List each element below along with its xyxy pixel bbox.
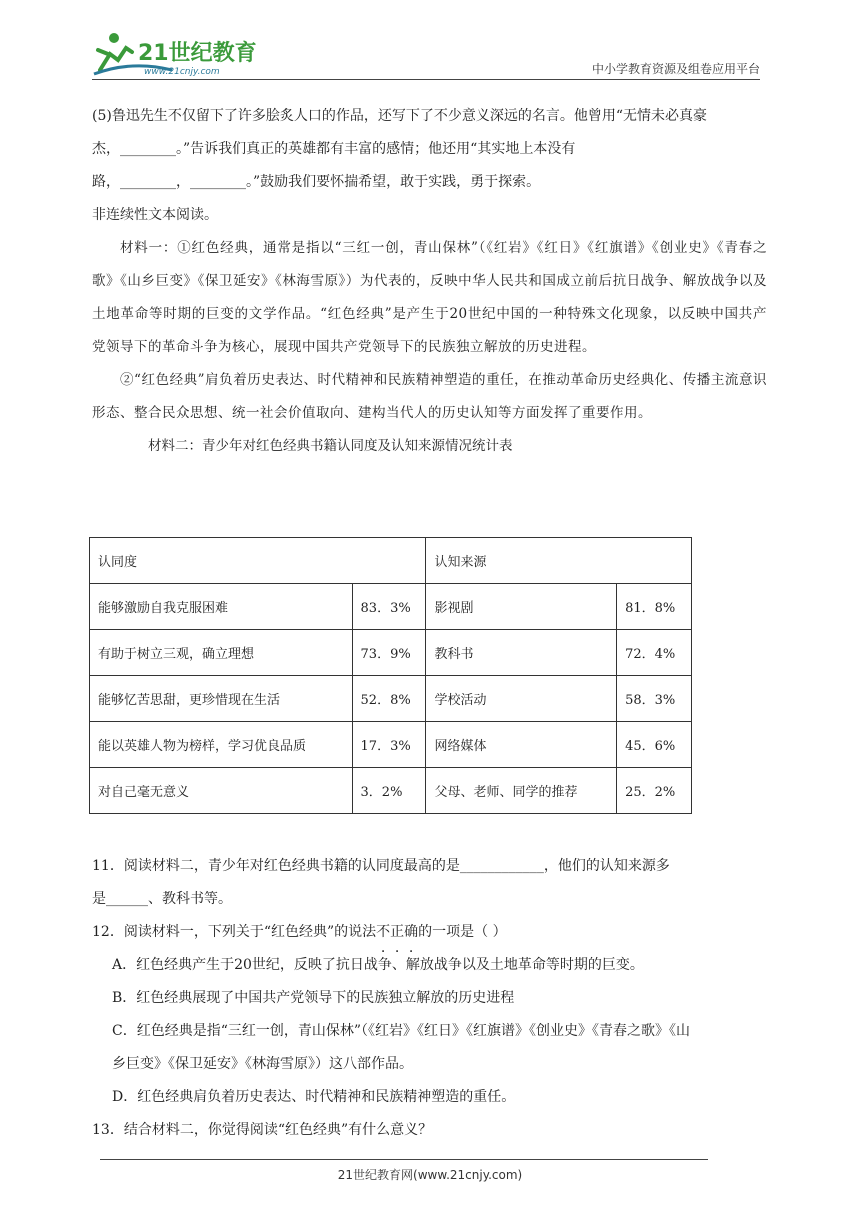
- table-cell-source: 教科书: [426, 630, 617, 676]
- q11-line-1: 11．阅读材料二，青少年对红色经典书籍的认同度最高的是____________，他们的认知来源多: [92, 858, 670, 874]
- table-row: [90, 630, 692, 676]
- logo: [92, 30, 262, 78]
- option-a: A．红色经典产生于20世纪，反映了抗日战争、解放战争以及土地革命等时期的巨变。: [112, 957, 644, 973]
- table-cell-percent: 3．2%: [352, 768, 426, 814]
- table-row: [90, 676, 692, 722]
- material-one-paragraph-2: ②“红色经典”肩负着历史表达、时代精神和民族精神塑造的重任，在推动革命历史经典化、传播主流意识形态、整合民众思想、统一社会价值取向、建构当代人的历史认知等方面发挥了重要作用。: [92, 372, 767, 421]
- header-recognition: 认同度: [90, 538, 426, 584]
- q12-stem-post: 的一项是（ ）: [418, 924, 507, 940]
- material-one-paragraph-1: 材料一：①红色经典，通常是指以“三红一创，青山保林”（《红岩》《红日》《红旗谱》《创业史》《青春之歌》《山乡巨变》《保卫延安》《林海雪原》）为代表的，反映中华人民共和国成立前后抗日战争、解放战争以及土地革命等时期的巨变的文学作品。“红色经典”是产生于20世纪中国的一种特殊文化现象，以反映中国共产党领导下的革命斗争为核心，展现中国共产党领导下的民族独立解放的历史进程。: [92, 240, 767, 355]
- stats-table: [89, 537, 692, 814]
- table-cell-source-percent: 25．2%: [617, 768, 692, 814]
- table-cell-item: 能够激励自我克服困难: [90, 584, 353, 630]
- q11-line-2: 是______、教科书等。: [92, 891, 232, 907]
- table-cell-item: 能够忆苦思甜，更珍惜现在生活: [90, 676, 353, 722]
- q13: 13．结合材料二，你觉得阅读“红色经典”有什么意义？: [92, 1122, 433, 1138]
- document-body: [92, 100, 767, 463]
- option-d: D．红色经典肩负着历史表达、时代精神和民族精神塑造的重任。: [112, 1089, 516, 1105]
- header-platform-name: 中小学教育资源及组卷应用平台: [591, 62, 760, 76]
- option-c-line-2: 乡巨变》《保卫延安》《林海雪原》）这八部作品。: [112, 1056, 413, 1072]
- svg-text:www.21cnjy.com: www.21cnjy.com: [144, 67, 220, 77]
- emphasis-char: 确: [404, 924, 419, 940]
- option-c-line-1: C．红色经典是指“三红一创，青山保林”（《红岩》《红日》《红旗谱》《创业史》《青春之歌》《山: [112, 1023, 691, 1039]
- table-cell-source: 学校活动: [426, 676, 617, 722]
- emphasis-char: 不: [376, 924, 391, 940]
- header-divider: [92, 79, 760, 80]
- option-b: B．红色经典展现了中国共产党领导下的民族独立解放的历史进程: [112, 990, 515, 1006]
- table-row: [90, 722, 692, 768]
- svg-text:21世纪教育: 21世纪教育: [138, 41, 257, 66]
- material-two-title: 材料二：青少年对红色经典书籍认同度及认知来源情况统计表: [148, 438, 513, 454]
- table-cell-source: 影视剧: [426, 584, 617, 630]
- footer-divider: [100, 1159, 708, 1160]
- table-header-row: [90, 538, 692, 584]
- table-cell-source: 网络媒体: [426, 722, 617, 768]
- table-cell-source-percent: 81．8%: [617, 584, 692, 630]
- page-footer: 21世纪教育网(www.21cnjy.com): [337, 1168, 523, 1182]
- table-cell-source-percent: 45．6%: [617, 722, 692, 768]
- table-cell-source: 父母、老师、同学的推荐: [426, 768, 617, 814]
- q5-line-1: (5)鲁迅先生不仅留下了许多脍炙人口的作品，还写下了不少意义深远的名言。他曾用“无情未必真豪: [92, 108, 707, 124]
- page-header: [92, 30, 760, 80]
- table-cell-item: 有助于树立三观，确立理想: [90, 630, 353, 676]
- table-row: [90, 584, 692, 630]
- table-row: [90, 768, 692, 814]
- table-cell-item: 能以英雄人物为榜样，学习优良品质: [90, 722, 353, 768]
- emphasis-char: 正: [390, 924, 405, 940]
- section-title: 非连续性文本阅读。: [92, 207, 218, 223]
- table-cell-percent: 73．9%: [352, 630, 426, 676]
- runner-logo-icon: [92, 30, 262, 78]
- header-source: 认知来源: [426, 538, 692, 584]
- table-cell-source-percent: 58．3%: [617, 676, 692, 722]
- q12-stem: [92, 916, 767, 949]
- table-cell-item: 对自己毫无意义: [90, 768, 353, 814]
- q12-stem-pre: 12．阅读材料一，下列关于“红色经典”的说法: [92, 924, 377, 940]
- table-cell-percent: 52．8%: [352, 676, 426, 722]
- q5-line-2: 杰，________。”告诉我们真正的英雄都有丰富的感情；他还用“其实地上本没有: [92, 141, 576, 157]
- table-cell-source-percent: 72．4%: [617, 630, 692, 676]
- table-cell-percent: 17．3%: [352, 722, 426, 768]
- q5-line-3: 路，________，________。”鼓励我们要怀揣希望，敢于实践，勇于探索。: [92, 174, 541, 190]
- questions-section: [92, 850, 767, 1147]
- table-cell-percent: 83．3%: [352, 584, 426, 630]
